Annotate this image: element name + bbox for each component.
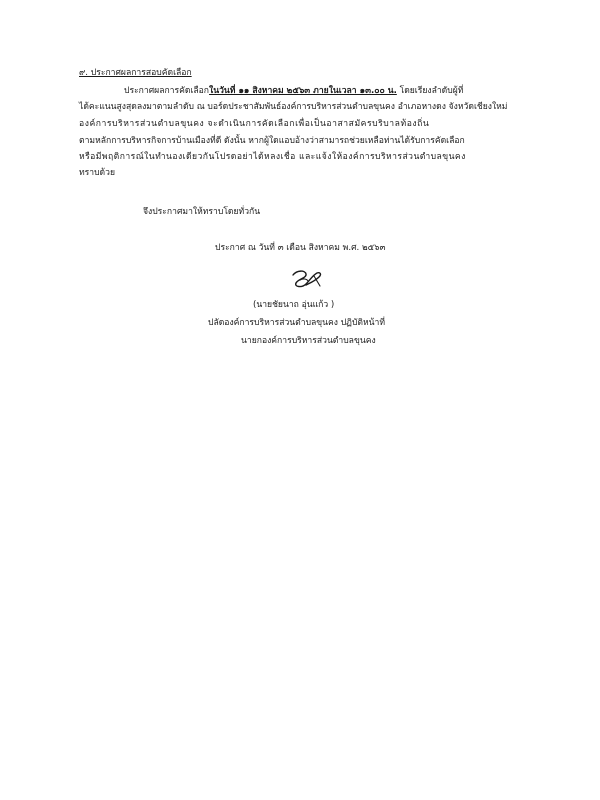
paragraph-line-6: ทราบด้วย [79, 168, 116, 178]
paragraph-line-3: องค์การบริหารส่วนตำบลขุนคง จะดำเนินการคัดเลือกเพื่อเป็นอาสาสมัครบริบาลท้องถิ่น [79, 119, 430, 129]
section-heading: ๙. ประกาศผลการสอบคัดเลือก [79, 68, 192, 78]
paragraph-line-1 [124, 85, 463, 97]
signer-name: (นายชัยนาถ อุ่นแก้ว ) [253, 300, 335, 310]
closing-statement: จึงประกาศมาให้ทราบโดยทั่วกัน [143, 207, 261, 217]
announcement-date: ประกาศ ณ วันที่ ๓ เดือน สิงหาคม พ.ศ. ๒๕๖๓ [215, 243, 386, 253]
signature-mark [284, 264, 328, 292]
paragraph-line-1-suffix: โดยเรียงลำดับผู้ที่ [396, 86, 464, 96]
signer-position-line-1: ปลัดองค์การบริหารส่วนตำบลขุนคง ปฏิบัติหน้าที่ [208, 318, 386, 328]
paragraph-line-5: หรือมีพฤติการณ์ในทำนองเดียวกันโปรดอย่าได้หลงเชื่อ และแจ้งให้องค์การบริหารส่วนตำบลขุนคง [79, 152, 466, 162]
paragraph-line-2: ได้คะแนนสูงสุดลงมาตามลำดับ ณ บอร์ดประชาสัมพันธ์องค์การบริหารส่วนตำบลขุนคง อำเภอหางดง จังหวัดเชียงใหม่ [79, 102, 508, 112]
paragraph-line-1-prefix: ประกาศผลการคัดเลือก [124, 86, 210, 96]
announcement-date-time: ในวันที่ ๑๑ สิงหาคม ๒๕๖๓ ภายในเวลา ๑๓.๐๐ น. [209, 86, 397, 96]
paragraph-line-4: ตามหลักการบริหารกิจการบ้านเมืองที่ดี ดังนั้น หากผู้ใดแอบอ้างว่าสามารถช่วยเหลือท่านได้รับการคัดเลือก [79, 136, 465, 146]
signer-position-line-2: นายกองค์การบริหารส่วนตำบลขุนคง [241, 336, 376, 346]
